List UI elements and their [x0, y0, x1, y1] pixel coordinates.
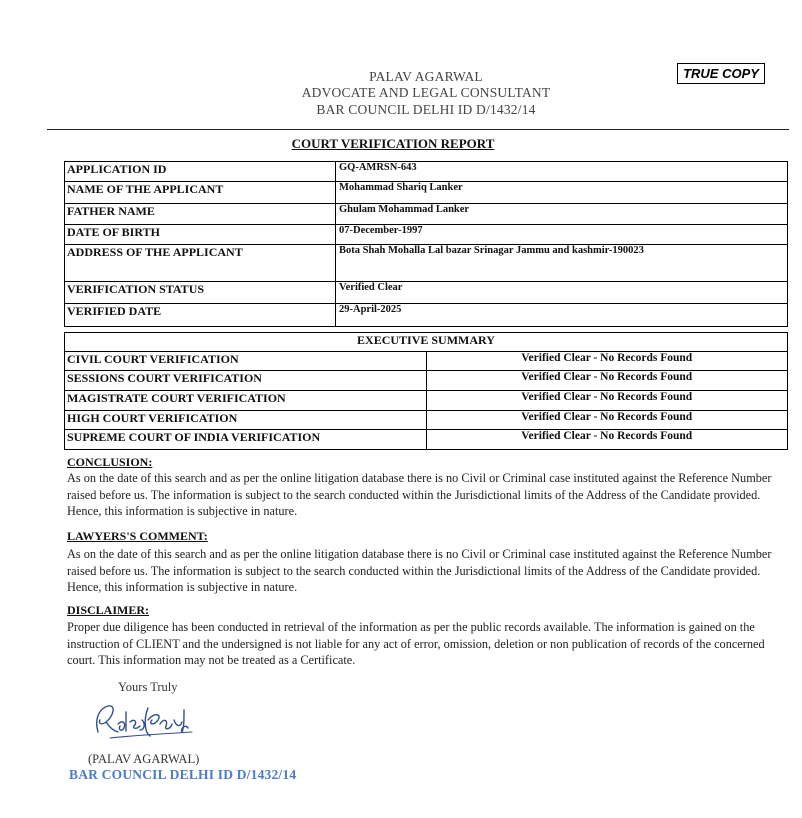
signature-image	[88, 698, 200, 744]
executive-summary-table	[64, 332, 788, 450]
table-row	[65, 371, 788, 391]
table-row	[65, 391, 788, 411]
detail-value: Ghulam Mohammad Lanker	[336, 204, 788, 225]
table-row	[65, 225, 788, 245]
true-copy-stamp: TRUE COPY	[677, 63, 765, 84]
summary-label: MAGISTRATE COURT VERIFICATION	[65, 391, 427, 411]
advocate-name: PALAV AGARWAL	[369, 69, 483, 84]
detail-label: NAME OF THE APPLICANT	[65, 182, 336, 204]
signatory-name: (PALAV AGARWAL)	[88, 752, 200, 766]
disclaimer-heading: DISCLAIMER:	[67, 603, 150, 617]
detail-label: FATHER NAME	[65, 204, 336, 225]
summary-label: CIVIL COURT VERIFICATION	[65, 352, 427, 371]
detail-value: 29-April-2025	[336, 304, 788, 327]
table-row	[65, 282, 788, 304]
summary-value: Verified Clear - No Records Found	[426, 371, 788, 391]
conclusion-heading: CONCLUSION:	[67, 455, 153, 469]
summary-label: HIGH COURT VERIFICATION	[65, 411, 427, 430]
table-row	[65, 411, 788, 430]
lawyers-comment-text: As on the date of this search and as per the online litigation database there is no Civil or Criminal case instituted against the Reference Number raised before us. The information is subject to the search conducted within the Jurisdictional limits of the Address of the Candidate provided. Hence, this information is subjective in nature.	[67, 547, 772, 594]
detail-value: Mohammad Shariq Lanker	[336, 182, 788, 204]
signatory-bar-id: BAR COUNCIL DELHI ID D/1432/14	[69, 767, 297, 782]
advocate-role: ADVOCATE AND LEGAL CONSULTANT	[301, 85, 551, 100]
summary-heading: EXECUTIVE SUMMARY	[65, 333, 788, 352]
summary-value: Verified Clear - No Records Found	[426, 352, 788, 371]
table-row	[65, 352, 788, 371]
applicant-details-table	[64, 161, 788, 327]
header-divider	[47, 129, 789, 130]
table-row	[65, 245, 788, 282]
detail-value: Bota Shah Mohalla Lal bazar Srinagar Jammu and kashmir-190023	[336, 245, 788, 282]
lawyers-comment-heading: LAWYERS'S COMMENT:	[67, 529, 208, 543]
summary-label: SESSIONS COURT VERIFICATION	[65, 371, 427, 391]
conclusion-text: As on the date of this search and as per the online litigation database there is no Civil or Criminal case instituted against the Reference Number raised before us. The information is subject to the search conducted within the Jurisdictional limits of the Address of the Candidate provided. Hence, this information is subjective in nature.	[67, 471, 772, 518]
summary-value: Verified Clear - No Records Found	[426, 430, 788, 450]
detail-label: VERIFICATION STATUS	[65, 282, 336, 304]
table-row	[65, 304, 788, 327]
summary-value: Verified Clear - No Records Found	[426, 411, 788, 430]
table-row	[65, 430, 788, 450]
table-row	[65, 333, 788, 352]
detail-label: ADDRESS OF THE APPLICANT	[65, 245, 336, 282]
salutation: Yours Truly	[118, 680, 178, 694]
disclaimer-text: Proper due diligence has been conducted in retrieval of the information as per the public records available. The information is gained on the instruction of CLIENT and the undersigned is not liable for any act of error, omission, deletion or non publication of records of the concerned court. This information may not be treated as a Certificate.	[67, 620, 765, 667]
detail-label: APPLICATION ID	[65, 162, 336, 182]
bar-council-id: BAR COUNCIL DELHI ID D/1432/14	[316, 102, 536, 117]
report-title: COURT VERIFICATION REPORT	[291, 136, 495, 151]
detail-value: GQ-AMRSN-643	[336, 162, 788, 182]
summary-label: SUPREME COURT OF INDIA VERIFICATION	[65, 430, 427, 450]
detail-value: Verified Clear	[336, 282, 788, 304]
detail-value: 07-December-1997	[336, 225, 788, 245]
detail-label: VERIFIED DATE	[65, 304, 336, 327]
summary-value: Verified Clear - No Records Found	[426, 391, 788, 411]
table-row	[65, 204, 788, 225]
table-row	[65, 162, 788, 182]
table-row	[65, 182, 788, 204]
detail-label: DATE OF BIRTH	[65, 225, 336, 245]
